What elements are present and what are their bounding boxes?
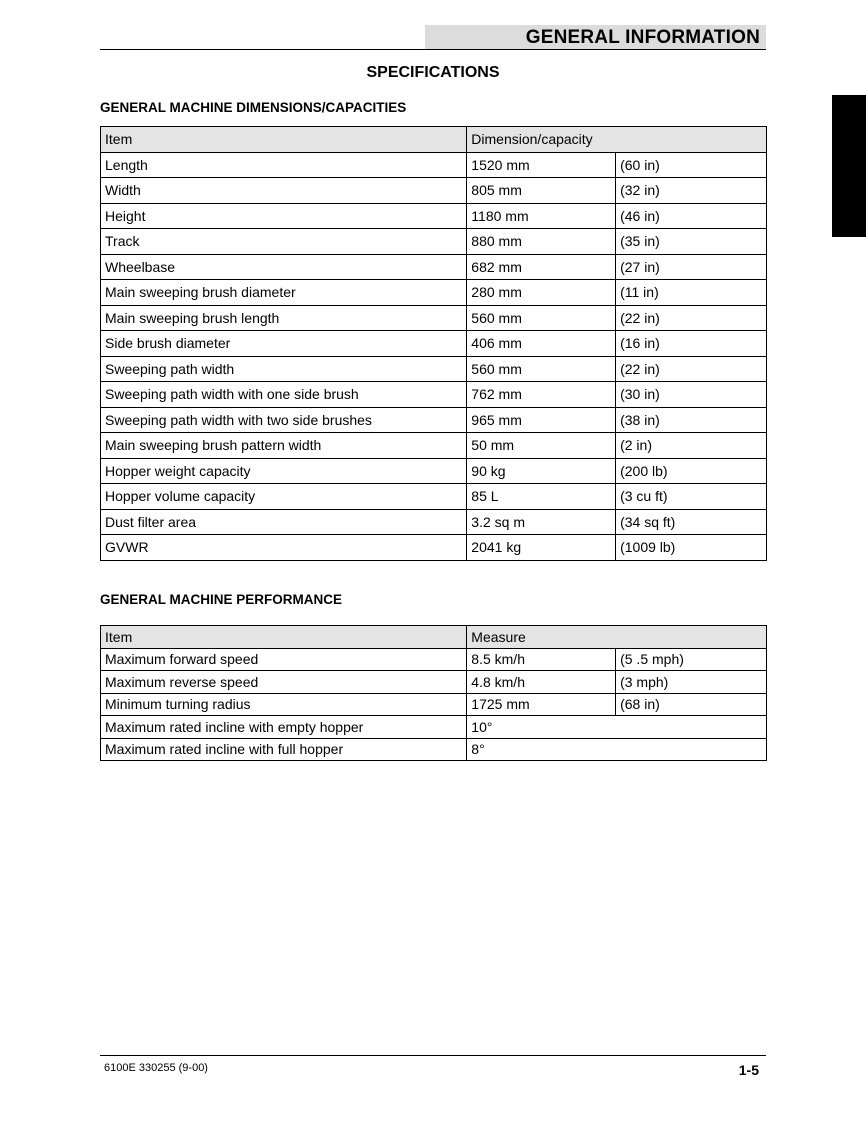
spec-imperial-cell: (11 in) bbox=[616, 280, 767, 306]
spec-imperial-cell: (46 in) bbox=[616, 203, 767, 229]
header-band bbox=[425, 25, 766, 50]
table-row bbox=[101, 407, 767, 433]
spec-item-cell: Maximum forward speed bbox=[101, 648, 467, 671]
performance-header-value: Measure bbox=[467, 626, 616, 649]
table-row bbox=[101, 458, 767, 484]
spec-item-cell: Main sweeping brush pattern width bbox=[101, 433, 467, 459]
table-row bbox=[101, 203, 767, 229]
spec-imperial-cell: (38 in) bbox=[616, 407, 767, 433]
table-row bbox=[101, 305, 767, 331]
spec-imperial-cell: (32 in) bbox=[616, 178, 767, 204]
spec-imperial-cell: (68 in) bbox=[616, 693, 767, 716]
spec-item-cell: GVWR bbox=[101, 535, 467, 561]
spec-imperial-cell: (27 in) bbox=[616, 254, 767, 280]
spec-metric-cell: 682 mm bbox=[467, 254, 616, 280]
spec-imperial-cell: (3 cu ft) bbox=[616, 484, 767, 510]
spec-metric-cell: 805 mm bbox=[467, 178, 616, 204]
spec-metric-cell: 762 mm bbox=[467, 382, 616, 408]
table-row bbox=[101, 716, 767, 739]
spec-imperial-cell: (34 sq ft) bbox=[616, 509, 767, 535]
dimensions-header-blank bbox=[616, 127, 767, 153]
page-title: SPECIFICATIONS bbox=[366, 64, 500, 81]
spec-item-cell: Length bbox=[101, 152, 467, 178]
spec-imperial-cell: (16 in) bbox=[616, 331, 767, 357]
dimensions-table bbox=[100, 126, 767, 561]
table-row bbox=[101, 693, 767, 716]
spec-metric-cell: 1520 mm bbox=[467, 152, 616, 178]
spec-item-cell: Height bbox=[101, 203, 467, 229]
dimensions-section-title: GENERAL MACHINE DIMENSIONS/CAPACITIES bbox=[100, 100, 407, 115]
spec-metric-cell: 85 L bbox=[467, 484, 616, 510]
spec-value-cell: 10° bbox=[467, 716, 767, 739]
spec-imperial-cell: (5 .5 mph) bbox=[616, 648, 767, 671]
spec-item-cell: Minimum turning radius bbox=[101, 693, 467, 716]
spec-imperial-cell: (22 in) bbox=[616, 305, 767, 331]
table-row bbox=[101, 535, 767, 561]
table-row bbox=[101, 738, 767, 761]
table-row bbox=[101, 382, 767, 408]
spec-imperial-cell: (1009 lb) bbox=[616, 535, 767, 561]
table-row bbox=[101, 331, 767, 357]
spec-metric-cell: 280 mm bbox=[467, 280, 616, 306]
footer-document-code: 6100E 330255 (9-00) bbox=[104, 1062, 208, 1074]
spec-metric-cell: 4.8 km/h bbox=[467, 671, 616, 694]
table-row bbox=[101, 254, 767, 280]
spec-metric-cell: 8.5 km/h bbox=[467, 648, 616, 671]
table-row bbox=[101, 356, 767, 382]
spec-item-cell: Sweeping path width with one side brush bbox=[101, 382, 467, 408]
spec-metric-cell: 406 mm bbox=[467, 331, 616, 357]
spec-metric-cell: 560 mm bbox=[467, 305, 616, 331]
spec-metric-cell: 50 mm bbox=[467, 433, 616, 459]
performance-table bbox=[100, 625, 767, 761]
table-row bbox=[101, 229, 767, 255]
spec-item-cell: Hopper weight capacity bbox=[101, 458, 467, 484]
spec-item-cell: Track bbox=[101, 229, 467, 255]
spec-item-cell: Hopper volume capacity bbox=[101, 484, 467, 510]
table-row bbox=[101, 509, 767, 535]
header-rule bbox=[100, 49, 766, 50]
spec-metric-cell: 90 kg bbox=[467, 458, 616, 484]
table-row bbox=[101, 280, 767, 306]
spec-imperial-cell: (2 in) bbox=[616, 433, 767, 459]
spec-metric-cell: 560 mm bbox=[467, 356, 616, 382]
spec-imperial-cell: (200 lb) bbox=[616, 458, 767, 484]
spec-item-cell: Maximum rated incline with empty hopper bbox=[101, 716, 467, 739]
spec-item-cell: Maximum rated incline with full hopper bbox=[101, 738, 467, 761]
spec-metric-cell: 3.2 sq m bbox=[467, 509, 616, 535]
spec-item-cell: Width bbox=[101, 178, 467, 204]
spec-metric-cell: 965 mm bbox=[467, 407, 616, 433]
performance-header-blank bbox=[616, 626, 767, 649]
performance-header-item: Item bbox=[101, 626, 467, 649]
spec-imperial-cell: (30 in) bbox=[616, 382, 767, 408]
spec-item-cell: Main sweeping brush diameter bbox=[101, 280, 467, 306]
spec-item-cell: Sweeping path width with two side brushes bbox=[101, 407, 467, 433]
spec-imperial-cell: (3 mph) bbox=[616, 671, 767, 694]
spec-imperial-cell: (35 in) bbox=[616, 229, 767, 255]
spec-item-cell: Maximum reverse speed bbox=[101, 671, 467, 694]
spec-item-cell: Wheelbase bbox=[101, 254, 467, 280]
table-row bbox=[101, 433, 767, 459]
table-row bbox=[101, 484, 767, 510]
performance-header-row bbox=[101, 626, 767, 649]
table-row bbox=[101, 671, 767, 694]
spec-item-cell: Sweeping path width bbox=[101, 356, 467, 382]
spec-metric-cell: 1180 mm bbox=[467, 203, 616, 229]
dimensions-header-value: Dimension/capacity bbox=[467, 127, 616, 153]
spec-item-cell: Dust filter area bbox=[101, 509, 467, 535]
table-row bbox=[101, 648, 767, 671]
spec-value-cell: 8° bbox=[467, 738, 767, 761]
spec-imperial-cell: (22 in) bbox=[616, 356, 767, 382]
dimensions-header-row bbox=[101, 127, 767, 153]
footer-page-number: 1-5 bbox=[738, 1062, 759, 1078]
spec-item-cell: Main sweeping brush length bbox=[101, 305, 467, 331]
section-header-title: GENERAL INFORMATION bbox=[525, 27, 760, 48]
spec-imperial-cell: (60 in) bbox=[616, 152, 767, 178]
footer-rule bbox=[100, 1055, 766, 1056]
table-row bbox=[101, 152, 767, 178]
table-row bbox=[101, 178, 767, 204]
performance-section-title: GENERAL MACHINE PERFORMANCE bbox=[100, 592, 343, 607]
spec-metric-cell: 1725 mm bbox=[467, 693, 616, 716]
chapter-tab-marker bbox=[832, 95, 866, 237]
spec-item-cell: Side brush diameter bbox=[101, 331, 467, 357]
spec-metric-cell: 2041 kg bbox=[467, 535, 616, 561]
spec-metric-cell: 880 mm bbox=[467, 229, 616, 255]
dimensions-header-item: Item bbox=[101, 127, 467, 153]
